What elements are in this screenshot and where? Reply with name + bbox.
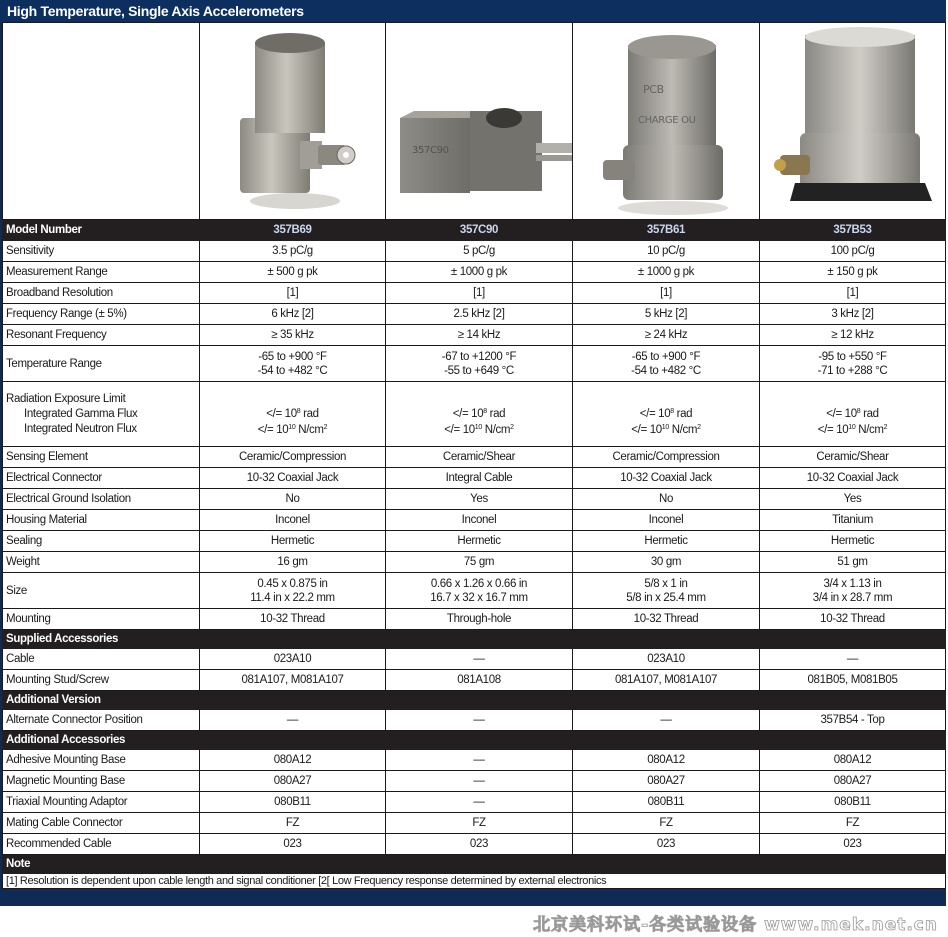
cell: 75 gm — [386, 552, 573, 573]
spec-row-sensitivity — [3, 241, 946, 262]
row-label: Weight — [3, 552, 200, 573]
cell: 081A108 — [386, 670, 573, 691]
row-label: Alternate Connector Position — [3, 710, 200, 731]
cell-line-f: -65 to +900 °F — [258, 350, 327, 363]
cell: — — [200, 710, 386, 731]
model-357b61: 357B61 — [573, 220, 760, 241]
cell: Ceramic/Shear — [386, 447, 573, 468]
cell: Ceramic/Compression — [200, 447, 386, 468]
cell: 080A12 — [200, 750, 386, 771]
cell — [760, 346, 946, 382]
cell-line-in: 0.66 x 1.26 x 0.66 in — [430, 577, 528, 590]
section-additional-accessories — [3, 731, 946, 750]
row-label: Mounting Stud/Screw — [3, 670, 200, 691]
cell — [386, 573, 573, 609]
cell: 30 gm — [573, 552, 760, 573]
spec-row-temperature-range — [3, 346, 946, 382]
cell: ± 1000 g pk — [573, 262, 760, 283]
cell — [760, 573, 946, 609]
cell: No — [200, 489, 386, 510]
cell-line-c: -71 to +288 °C — [817, 364, 888, 377]
cell-line-f: -67 to +1200 °F — [441, 350, 517, 363]
cell-line-mm: 3/4 in x 28.7 mm — [812, 591, 893, 604]
cell: Hermetic — [386, 531, 573, 552]
cell: 023 — [200, 834, 386, 855]
cell: Ceramic/Shear — [760, 447, 946, 468]
row-label: Recommended Cable — [3, 834, 200, 855]
section-title: Note — [3, 855, 946, 874]
cell: — — [386, 792, 573, 813]
spec-row-frequency-range — [3, 304, 946, 325]
cell: Yes — [760, 489, 946, 510]
image-row — [3, 23, 946, 220]
357b53-sensor-photo — [760, 23, 946, 220]
note-text: [1] Resolution is dependent upon cable length and signal conditioner [2[ Low Frequency response determined by external electronics — [3, 874, 946, 889]
cell: [1] — [386, 283, 573, 304]
spec-row-alternate-connector — [3, 710, 946, 731]
cell: 023 — [760, 834, 946, 855]
cell: [1] — [573, 283, 760, 304]
cell: ± 500 g pk — [200, 262, 386, 283]
spec-row-mounting — [3, 609, 946, 630]
spec-row-triaxial-adaptor — [3, 792, 946, 813]
cell: 5 kHz [2] — [573, 304, 760, 325]
cell: 10-32 Thread — [573, 609, 760, 630]
spec-row-measurement-range — [3, 262, 946, 283]
row-label: Broadband Resolution — [3, 283, 200, 304]
cell: 081B05, M081B05 — [760, 670, 946, 691]
row-label: Sensitivity — [3, 241, 200, 262]
cell: — — [573, 710, 760, 731]
radiation-title: Radiation Exposure Limit — [6, 392, 126, 405]
cell: 100 pC/g — [760, 241, 946, 262]
cell: — — [386, 750, 573, 771]
cell: 357B54 - Top — [760, 710, 946, 731]
row-label: Temperature Range — [3, 346, 200, 382]
cell: </= $10^8$ rad </= $10^{10}$ $N/cm^2$ — [200, 382, 386, 447]
cell: 10 pC/g — [573, 241, 760, 262]
cell: FZ — [386, 813, 573, 834]
cell: FZ — [760, 813, 946, 834]
row-label: Frequency Range (± 5%) — [3, 304, 200, 325]
cell: ± 1000 g pk — [386, 262, 573, 283]
cell: 023 — [386, 834, 573, 855]
cell: 3 kHz [2] — [760, 304, 946, 325]
cell: Inconel — [386, 510, 573, 531]
cell: — — [386, 649, 573, 670]
model-number-label: Model Number — [3, 220, 200, 241]
spec-row-sensing-element — [3, 447, 946, 468]
cell: — — [760, 649, 946, 670]
cell: 080A27 — [200, 771, 386, 792]
cell: 080B11 — [760, 792, 946, 813]
cell: ≥ 12 kHz — [760, 325, 946, 346]
spec-row-ground-isolation — [3, 489, 946, 510]
cell — [386, 346, 573, 382]
cell: 080A12 — [760, 750, 946, 771]
cell: 080B11 — [200, 792, 386, 813]
row-label: Magnetic Mounting Base — [3, 771, 200, 792]
radiation-label — [3, 382, 200, 447]
row-label: Sensing Element — [3, 447, 200, 468]
spec-row-broadband-resolution — [3, 283, 946, 304]
357b69-sensor-photo — [200, 23, 386, 220]
cell: 10-32 Coaxial Jack — [760, 468, 946, 489]
cell: </= $10^8$ rad </= $10^{10}$ $N/cm^2$ — [573, 382, 760, 447]
cell: 2.5 kHz [2] — [386, 304, 573, 325]
cell: Through-hole — [386, 609, 573, 630]
model-number-header-row — [3, 220, 946, 241]
section-title: Additional Version — [3, 691, 946, 710]
cell-line-mm: 16.7 x 32 x 16.7 mm — [430, 591, 528, 604]
cell: 023 — [573, 834, 760, 855]
cell: ≥ 35 kHz — [200, 325, 386, 346]
section-note — [3, 855, 946, 874]
page-title: High Temperature, Single Axis Accelerometers — [0, 0, 946, 22]
cell: 10-32 Coaxial Jack — [200, 468, 386, 489]
row-label: Electrical Ground Isolation — [3, 489, 200, 510]
watermark-text: 北京美科环试-各类试验设备 www.mek.net.cn — [533, 915, 938, 935]
cell: FZ — [200, 813, 386, 834]
cell-line-c: -55 to +649 °C — [444, 364, 514, 377]
row-label: Resonant Frequency — [3, 325, 200, 346]
cell: — — [386, 771, 573, 792]
cell: ≥ 14 kHz — [386, 325, 573, 346]
row-label: Housing Material — [3, 510, 200, 531]
model-357b53: 357B53 — [760, 220, 946, 241]
cell-line-in: 0.45 x 0.875 in — [257, 577, 328, 590]
cell: 080A27 — [760, 771, 946, 792]
image-row-blank — [3, 23, 200, 220]
cell: 51 gm — [760, 552, 946, 573]
cell — [200, 573, 386, 609]
row-label: Mating Cable Connector — [3, 813, 200, 834]
cell: [1] — [200, 283, 386, 304]
cell: 16 gm — [200, 552, 386, 573]
cell: 080B11 — [573, 792, 760, 813]
cell: 5 pC/g — [386, 241, 573, 262]
cell: FZ — [573, 813, 760, 834]
cell: Hermetic — [760, 531, 946, 552]
cell: 023A10 — [573, 649, 760, 670]
svg-text:PCB: PCB — [643, 83, 664, 96]
cell-line-c: -54 to +482 °C — [631, 364, 701, 377]
row-label: Electrical Connector — [3, 468, 200, 489]
cell: 10-32 Coaxial Jack — [573, 468, 760, 489]
spec-row-size — [3, 573, 946, 609]
cell: Inconel — [573, 510, 760, 531]
cell-line-f: -95 to +550 °F — [818, 350, 887, 363]
cell: Ceramic/Compression — [573, 447, 760, 468]
cell: [1] — [760, 283, 946, 304]
cell: Titanium — [760, 510, 946, 531]
cell: — — [386, 710, 573, 731]
cell: 6 kHz [2] — [200, 304, 386, 325]
row-label: Measurement Range — [3, 262, 200, 283]
cell-line-f: -65 to +900 °F — [631, 350, 701, 363]
spec-row-cable — [3, 649, 946, 670]
svg-text:CHARGE OU: CHARGE OU — [638, 115, 696, 126]
row-label: Sealing — [3, 531, 200, 552]
section-title: Additional Accessories — [3, 731, 946, 750]
cell: </= $10^8$ rad </= $10^{10}$ $N/cm^2$ — [386, 382, 573, 447]
cell: 10-32 Thread — [200, 609, 386, 630]
spec-row-sealing — [3, 531, 946, 552]
note-row — [3, 874, 946, 889]
spec-row-mating-connector — [3, 813, 946, 834]
row-label: Cable — [3, 649, 200, 670]
spec-row-mounting-stud — [3, 670, 946, 691]
svg-text:357C90: 357C90 — [412, 145, 449, 156]
row-label: Adhesive Mounting Base — [3, 750, 200, 771]
357b61-sensor-photo — [573, 23, 760, 220]
model-357b69: 357B69 — [200, 220, 386, 241]
cell: ± 150 g pk — [760, 262, 946, 283]
cell: Integral Cable — [386, 468, 573, 489]
spec-row-weight — [3, 552, 946, 573]
section-additional-version — [3, 691, 946, 710]
row-label: Triaxial Mounting Adaptor — [3, 792, 200, 813]
spec-row-magnetic-base — [3, 771, 946, 792]
cell — [573, 573, 760, 609]
spec-row-electrical-connector — [3, 468, 946, 489]
cell: 080A12 — [573, 750, 760, 771]
spec-row-adhesive-base — [3, 750, 946, 771]
cell: 081A107, M081A107 — [573, 670, 760, 691]
cell-line-in: 3/4 x 1.13 in — [823, 577, 882, 590]
section-supplied-accessories — [3, 630, 946, 649]
cell: 10-32 Thread — [760, 609, 946, 630]
cell: ≥ 24 kHz — [573, 325, 760, 346]
cell: Inconel — [200, 510, 386, 531]
spec-row-radiation — [3, 382, 946, 447]
cell-line-mm: 11.4 in x 22.2 mm — [250, 591, 335, 604]
cell: 3.5 pC/g — [200, 241, 386, 262]
section-title: Supplied Accessories — [3, 630, 946, 649]
cell-line-in: 5/8 x 1 in — [644, 577, 688, 590]
spec-row-resonant-frequency — [3, 325, 946, 346]
cell-line-mm: 5/8 in x 25.4 mm — [626, 591, 706, 604]
cell: 080A27 — [573, 771, 760, 792]
cell — [573, 346, 760, 382]
spec-row-recommended-cable — [3, 834, 946, 855]
cell — [200, 346, 386, 382]
row-label: Size — [3, 573, 200, 609]
spec-table — [2, 22, 946, 889]
cell: Hermetic — [200, 531, 386, 552]
357c90-sensor-photo — [386, 23, 573, 220]
cell: 081A107, M081A107 — [200, 670, 386, 691]
cell: Hermetic — [573, 531, 760, 552]
gamma-flux-label: Integrated Gamma Flux — [24, 407, 138, 420]
cell: Yes — [386, 489, 573, 510]
spec-row-housing-material — [3, 510, 946, 531]
model-357c90: 357C90 — [386, 220, 573, 241]
cell: 023A10 — [200, 649, 386, 670]
cell: </= $10^8$ rad </= $10^{10}$ $N/cm^2$ — [760, 382, 946, 447]
row-label: Mounting — [3, 609, 200, 630]
cell-line-c: -54 to +482 °C — [257, 364, 328, 377]
neutron-flux-label: Integrated Neutron Flux — [24, 422, 137, 435]
cell: No — [573, 489, 760, 510]
